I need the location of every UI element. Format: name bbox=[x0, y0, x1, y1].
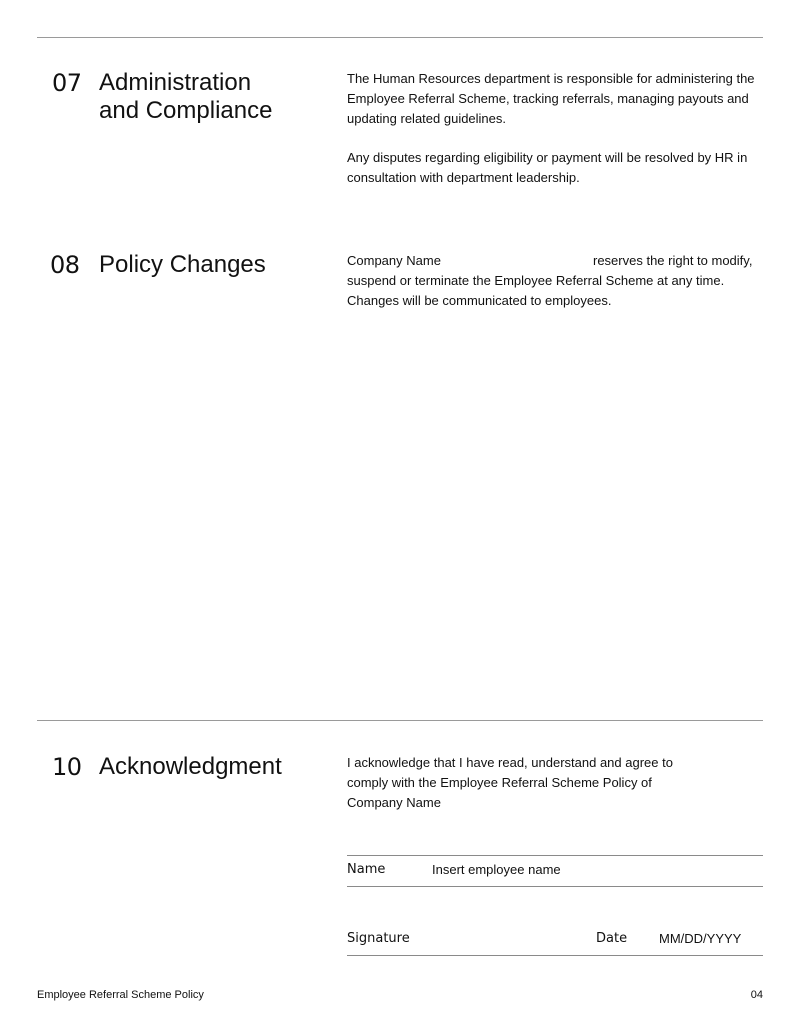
section-title bbox=[99, 69, 272, 125]
section-number: 07 bbox=[52, 69, 82, 97]
company-name-field[interactable]: Company Name bbox=[347, 794, 441, 810]
form-divider bbox=[347, 855, 763, 856]
section-number: 08 bbox=[50, 251, 80, 279]
footer-document-title: Employee Referral Scheme Policy bbox=[37, 989, 204, 1001]
section-title: Policy Changes bbox=[99, 251, 266, 278]
section-title-line2: and Compliance bbox=[99, 97, 273, 124]
date-label: Date bbox=[596, 931, 628, 946]
section-title: Acknowledgment bbox=[99, 753, 282, 780]
section-number: 10 bbox=[52, 753, 82, 781]
date-input[interactable]: MM/DD/YYYY bbox=[659, 931, 742, 946]
paragraph: Any disputes regarding eligibility or payment will be resolved by HR in consultation with department leadership. bbox=[347, 150, 748, 185]
name-label: Name bbox=[347, 862, 386, 877]
section-body bbox=[347, 753, 763, 812]
form-divider bbox=[347, 886, 763, 887]
section-body bbox=[347, 251, 763, 310]
text: reserves the right to modify, bbox=[593, 253, 753, 268]
signature-field[interactable] bbox=[420, 925, 580, 953]
form-divider bbox=[347, 955, 763, 956]
footer-page-number: 04 bbox=[750, 989, 763, 1001]
acknowledgment-text: I acknowledge that I have read, understand and agree to comply with the Employee Referral Scheme Policy of bbox=[347, 755, 673, 790]
top-divider bbox=[37, 37, 763, 38]
text: suspend or terminate the Employee Referral Scheme at any time. Changes will be communicated to employees. bbox=[347, 272, 725, 308]
company-name-value: Company Name bbox=[347, 253, 441, 268]
paragraph: The Human Resources department is responsible for administering the Employee Referral Scheme, tracking referrals, managing payouts and updating related guidelines. bbox=[347, 71, 755, 126]
section-title-line1: Administration bbox=[99, 69, 252, 96]
name-input[interactable]: Insert employee name bbox=[432, 862, 561, 877]
company-name-field[interactable] bbox=[347, 251, 593, 271]
section-divider bbox=[37, 720, 763, 721]
signature-label: Signature bbox=[347, 931, 410, 946]
section-body bbox=[347, 69, 767, 208]
